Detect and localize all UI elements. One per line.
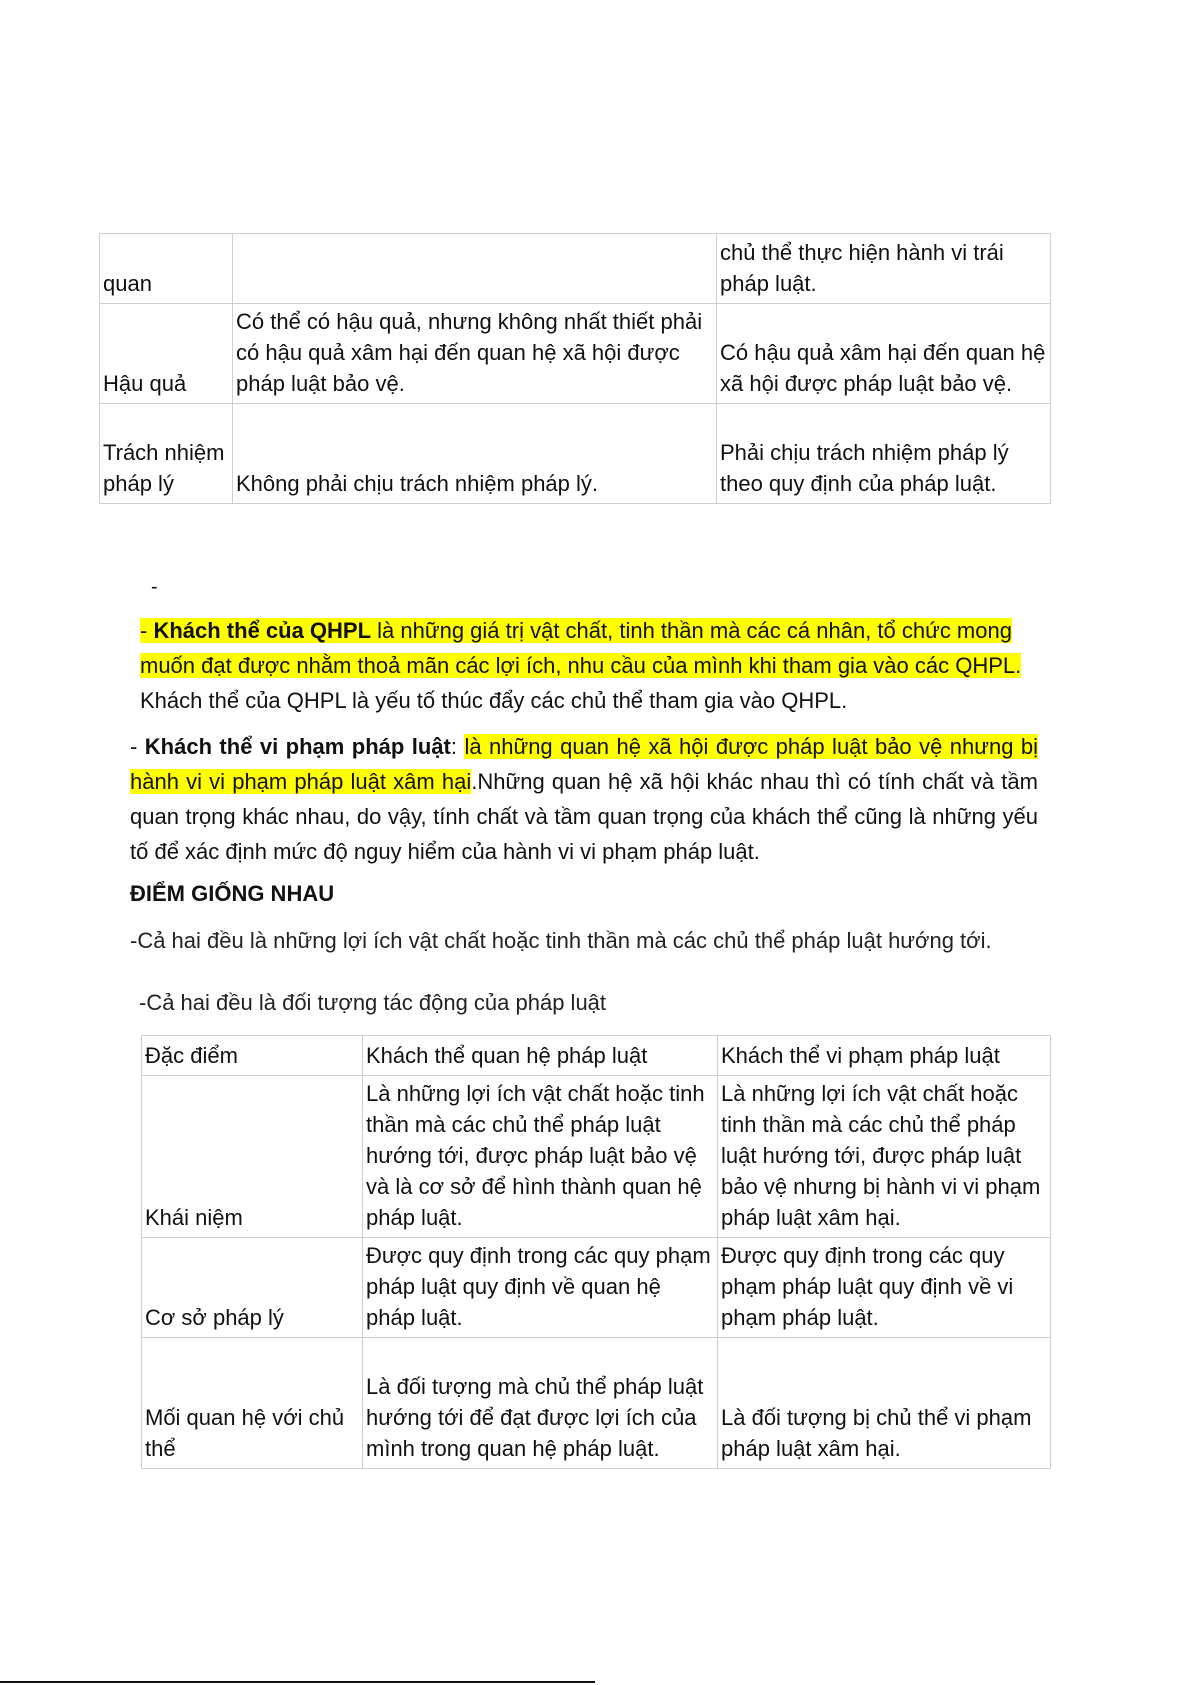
dash-line: - [151,576,158,598]
cell-legal-relation [233,234,717,304]
footnote-separator [0,1681,595,1683]
row-label: Mối quan hệ với chủ thể [142,1338,363,1469]
cell-legal-relation: Có thể có hậu quả, nhưng không nhất thiết phải có hậu quả xâm hại đến quan hệ xã hội được pháp luật bảo vệ. [233,304,717,404]
table-row [100,304,1051,404]
table-row [100,404,1051,504]
row-label: Hậu quả [100,304,233,404]
table-row [142,1238,1051,1338]
cell-violation-object: Được quy định trong các quy phạm pháp luật quy định về vi phạm pháp luật. [718,1238,1051,1338]
header-feature: Đặc điểm [142,1036,363,1076]
table-row [142,1076,1051,1238]
header-violation-object: Khách thể vi phạm pháp luật [718,1036,1051,1076]
table-header-row [142,1036,1051,1076]
cell-legal-relation-object: Là những lợi ích vật chất hoặc tinh thần mà các chủ thể pháp luật hướng tới, được pháp luật bảo vệ và là cơ sở để hình thành quan hệ pháp luật. [363,1076,718,1238]
cell-violation-object: Là những lợi ích vật chất hoặc tinh thần mà các chủ thể pháp luật hướng tới, được pháp luật bảo vệ nhưng bị hành vi vi phạm pháp luật xâm hại. [718,1076,1051,1238]
highlighted-definition: là những giá trị vật chất, tinh thần mà các cá nhân, tổ chức mong muốn đạt được nhằm thoả mãn các lợi ích, nhu cầu của mình khi tham gia vào các QHPL. [140,618,1022,678]
similarity-1: -Cả hai đều là những lợi ích vật chất hoặc tinh thần mà các chủ thể pháp luật hướng tới. [130,928,992,953]
table-row [142,1338,1051,1469]
colon: : [450,734,465,759]
cell-legal-relation-object: Được quy định trong các quy phạm pháp luật quy định về quan hệ pháp luật. [363,1238,718,1338]
cell-legal-relation: Không phải chịu trách nhiệm pháp lý. [233,404,717,504]
similarity-2: -Cả hai đều là đối tượng tác động của pháp luật [139,990,607,1015]
term-khach-the-qhpl: Khách thể của QHPL [153,618,372,643]
cell-violation-object: Là đối tượng bị chủ thể vi phạm pháp luật xâm hại. [718,1338,1051,1469]
paragraph-prefix: - [140,618,154,643]
cell-violation: chủ thể thực hiện hành vi trái pháp luật. [717,234,1051,304]
cell-violation: Phải chịu trách nhiệm pháp lý theo quy định của pháp luật. [717,404,1051,504]
header-legal-relation-object: Khách thể quan hệ pháp luật [363,1036,718,1076]
row-label: Khái niệm [142,1076,363,1238]
cell-legal-relation-object: Là đối tượng mà chủ thể pháp luật hướng tới để đạt được lợi ích của mình trong quan hệ pháp luật. [363,1338,718,1469]
paragraph-khach-the-qhpl [140,613,1040,718]
table-row [100,234,1051,304]
heading-similarities: ĐIỂM GIỐNG NHAU [130,881,335,906]
row-label: Trách nhiệm pháp lý [100,404,233,504]
paragraph-khach-the-vppl [130,729,1038,869]
row-label: quan [100,234,233,304]
cell-violation: Có hậu quả xâm hại đến quan hệ xã hội được pháp luật bảo vệ. [717,304,1051,404]
highlighted-definition: là những quan hệ xã hội được pháp luật bảo vệ nhưng bị hành vi vi phạm pháp luật xâm hại [130,734,1038,794]
paragraph-rest: Khách thể của QHPL là yếu tố thúc đẩy các chủ thể tham gia vào QHPL. [140,688,848,713]
paragraph-rest: .Những quan hệ xã hội khác nhau thì có tính chất và tầm quan trọng khác nhau, do vậy, tính chất và tầm quan trọng của khách thể cũng là những yếu tố để xác định mức độ nguy hiểm của hành vi vi phạm pháp luật. [130,769,1038,864]
paragraph-prefix: - [130,734,145,759]
term-khach-the-vppl: Khách thể vi phạm pháp luật [144,734,451,759]
comparison-table-top [99,233,1051,504]
comparison-table-bottom [141,1035,1051,1469]
row-label: Cơ sở pháp lý [142,1238,363,1338]
